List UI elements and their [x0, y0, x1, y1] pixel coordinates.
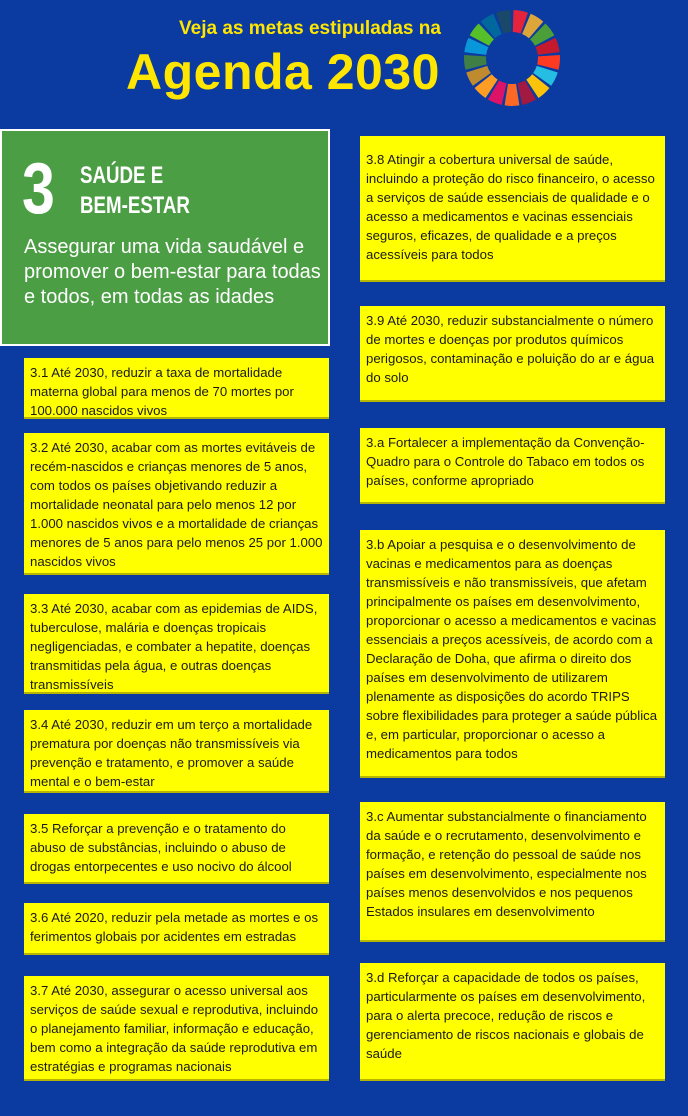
target-3-8: 3.8 Atingir a cobertura universal de saúde, incluindo a proteção do risco financeiro, o acesso a serviços de saúde essenciais de qualidade e o acesso a medicamentos e vacinas essenciais seguros, eficazes, de qualidade e a preços acessíveis para todos — [360, 136, 665, 282]
target-3-b: 3.b Apoiar a pesquisa e o desenvolvimento de vacinas e medicamentos para as doenças transmissíveis e não transmissíveis, que afetam principalmente os países em desenvolvimento, proporcionar o acesso a medicamentos e vacinas essenciais a preços acessíveis, de acordo com a Declaração de Doha, que afirma o direito dos países em desenvolvimento de utilizarem plenamente as disposições do acordo TRIPS sobre flexibilidades para proteger a saúde pública e, em particular, proporcionar o acesso a medicamentos para todos — [360, 530, 665, 778]
target-3-2: 3.2 Até 2030, acabar com as mortes evitáveis de recém-nascidos e crianças menores de 5 anos, com todos os países objetivando reduzir a mortalidade neonatal para pelo menos 12 por 1.000 nascidos vivos e a mortalidade de crianças menores de 5 anos para pelo menos 25 por 1.000 nascidos vivos — [24, 433, 329, 575]
page-title: Agenda 2030 — [126, 44, 440, 100]
target-3-d: 3.d Reforçar a capacidade de todos os países, particularmente os países em desenvolvimento, para o alerta precoce, redução de riscos e gerenciamento de riscos nacionais e globais de saúde — [360, 963, 665, 1081]
target-3-6: 3.6 Até 2020, reduzir pela metade as mortes e os ferimentos globais por acidentes em estradas — [24, 903, 329, 955]
target-3-4: 3.4 Até 2030, reduzir em um terço a mortalidade prematura por doenças não transmissíveis via prevenção e tratamento, e promover a saúde mental e o bem-estar — [24, 710, 329, 793]
header-subtitle: Veja as metas estipuladas na — [179, 18, 441, 39]
target-3-a: 3.a Fortalecer a implementação da Convenção-Quadro para o Controle do Tabaco em todos os países, conforme apropriado — [360, 428, 665, 504]
goal-description: Assegurar uma vida saudável e promover o bem-estar para todas e todos, em todas as idades — [24, 236, 321, 308]
goal-name-line2: BEM-ESTAR — [80, 192, 190, 219]
target-3-9: 3.9 Até 2030, reduzir substancialmente o número de mortes e doenças por produtos químicos perigosos, contaminação e poluição do ar e água do solo — [360, 306, 665, 402]
target-3-5: 3.5 Reforçar a prevenção e o tratamento do abuso de substâncias, incluindo o abuso de drogas entorpecentes e uso nocivo do álcool — [24, 814, 329, 884]
goal-3-card — [0, 129, 330, 346]
goal-number: 3 — [22, 149, 55, 229]
wheel-segment — [505, 84, 520, 106]
goal-name — [80, 161, 236, 221]
target-3-7: 3.7 Até 2030, assegurar o acesso universal aos serviços de saúde sexual e reprodutiva, incluindo o planejamento familiar, informação e educação, bem como a integração da saúde reprodutiva em estratégias e programas nacionais — [24, 976, 329, 1081]
target-3-3: 3.3 Até 2030, acabar com as epidemias de AIDS, tuberculose, malária e doenças tropicais negligenciadas, e combater a hepatite, doenças transmitidas pela água, e outras doenças transmissíveis — [24, 594, 329, 694]
target-3-c: 3.c Aumentar substancialmente o financiamento da saúde e o recrutamento, desenvolvimento e formação, e retenção do pessoal de saúde nos países em desenvolvimento, especialmente nos países menos desenvolvidos e nos pequenos Estados insulares em desenvolvimento — [360, 802, 665, 942]
goal-name-line1: SAÚDE E — [80, 162, 164, 189]
sdg-color-wheel-icon — [462, 8, 562, 108]
target-3-1: 3.1 Até 2030, reduzir a taxa de mortalidade materna global para menos de 70 mortes por 100.000 nascidos vivos — [24, 358, 329, 419]
